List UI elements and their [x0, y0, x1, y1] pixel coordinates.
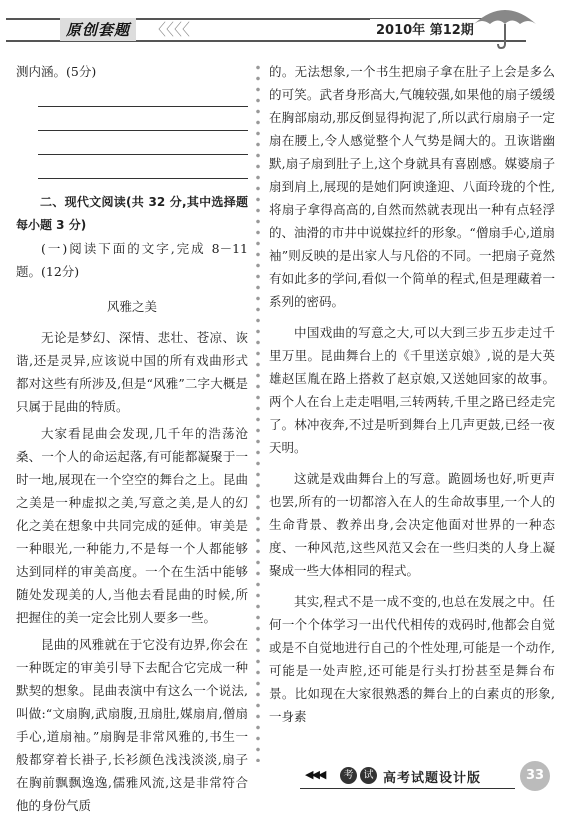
answer-line: [38, 155, 248, 179]
paragraph: 这就是戏曲舞台上的写意。跪圆场也好,听更声也罢,所有的一切都溶入在人的生命故事里,一个人的生命背景、教养出身,会决定他面对世界的一种态度、一种风范,这些风范又会在一些归类的人身上凝聚成一些大体相同的程式。: [269, 471, 555, 578]
answer-prompt: 测内涵。(5分): [16, 64, 97, 79]
column-divider: [253, 62, 263, 762]
brand-label: 原创套题: [60, 18, 136, 41]
footer-badge: 试: [360, 767, 377, 784]
issue-label: 2010年 第12期: [370, 19, 480, 38]
publication-name: 高考试题设计版: [383, 771, 482, 786]
answer-line: [38, 107, 248, 131]
left-column: [16, 60, 248, 817]
paragraph: 昆曲的风雅就在于它没有边界,你会在一种既定的审美引导下去配合它完成一种默契的想象。昆曲表演中有这么一个说法,叫做:“文扇胸,武扇腹,丑扇肚,媒扇肩,僧扇手心,道扇袖。”扇胸是非常风雅的,书生一般都穿着长褂子,长衫颜色浅浅淡淡,扇子在胸前飘飘逸逸,儒雅风流,这是非常符合他的身份气质: [16, 637, 248, 813]
answer-line: [38, 83, 248, 107]
answer-line: [38, 131, 248, 155]
right-column: [269, 60, 555, 728]
paragraph: 无论是梦幻、深情、悲壮、苍凉、诙谐,还是灵异,应该说中国的所有戏曲形式都对这些有所涉及,但是“风雅”二字大概是只属于昆曲的特质。: [16, 330, 248, 414]
paragraph: 中国戏曲的写意之大,可以大到三步五步走过千里万里。昆曲舞台上的《千里送京娘》,说的是大英雄赵匡胤在路上搭救了赵京娘,又送她回家的故事。两个人在台上走走唱唱,三转两转,千里之路已经走完了。林冲夜奔,不过是听到舞台上几声更鼓,已经一夜天明。: [269, 325, 555, 455]
paragraph: 其实,程式不是一成不变的,也总在发展之中。任何一个个体学习一出代代相传的戏码时,他都会自觉或是不自觉地进行自己的个性处理,可能是一个动作,可能是一处声腔,还可能是行头打扮甚至是舞台布景。比如现在大家很熟悉的舞台上的白素贞的形象,一身素: [269, 594, 555, 724]
article-title: 风雅之美: [106, 299, 157, 314]
umbrella-icon: [470, 2, 540, 50]
chevron-decor-icon: 〈〈〈〈: [150, 20, 191, 39]
footer-badge: 考: [340, 767, 357, 784]
arrows-icon: ◀◀◀: [305, 768, 325, 781]
page-number: 33: [520, 761, 550, 791]
page-header: [0, 0, 581, 50]
question-instruction: (一)阅读下面的文字,完成 8－11 题。(12分): [16, 241, 248, 279]
footer-rule: [300, 788, 515, 789]
paragraph: 大家看昆曲会发现,几千年的浩荡沧桑、一个人的命运起落,有可能都凝聚于一时一地,展现在一个空空的舞台之上。昆曲之美是一种虚拟之美,写意之美,是人的幻化之美在想象中共同完成的延伸。审美是一种眼光,一种能力,不是每一个人都能够达到同样的审美高度。一个在生活中能够随处发现美的人,当他去看昆曲的时候,所把握住的美一定会比别人要多一些。: [16, 426, 248, 625]
page-footer: [0, 758, 581, 800]
paragraph: 的。无法想象,一个书生把扇子拿在肚子上会是多么的可笑。武者身形高大,气魄较强,如果他的扇子缓缓在胸部扇动,那反倒显得拘泥了,所以武行扇扇子一定扇在腰上,令人感觉整个人气势是阔大的。丑诙谐幽默,扇子扇到肚子上,这个身就具有喜剧感。媒婆扇子扇到肩上,展现的是她们阿谀逢迎、八面玲珑的个性,将扇子拿得高高的,自然而然就表现出一种有点轻浮的、油滑的市井中说媒拉纤的形象。“僧扇手心,道扇袖”则反映的是出家人与凡俗的不同。一把扇子竟然有如此多的学问,看似一个简单的程式,但是理藏着一系列的密码。: [269, 64, 555, 309]
section-heading: 二、现代文阅读(共 32 分,其中选择题每小题 3 分): [16, 195, 248, 232]
